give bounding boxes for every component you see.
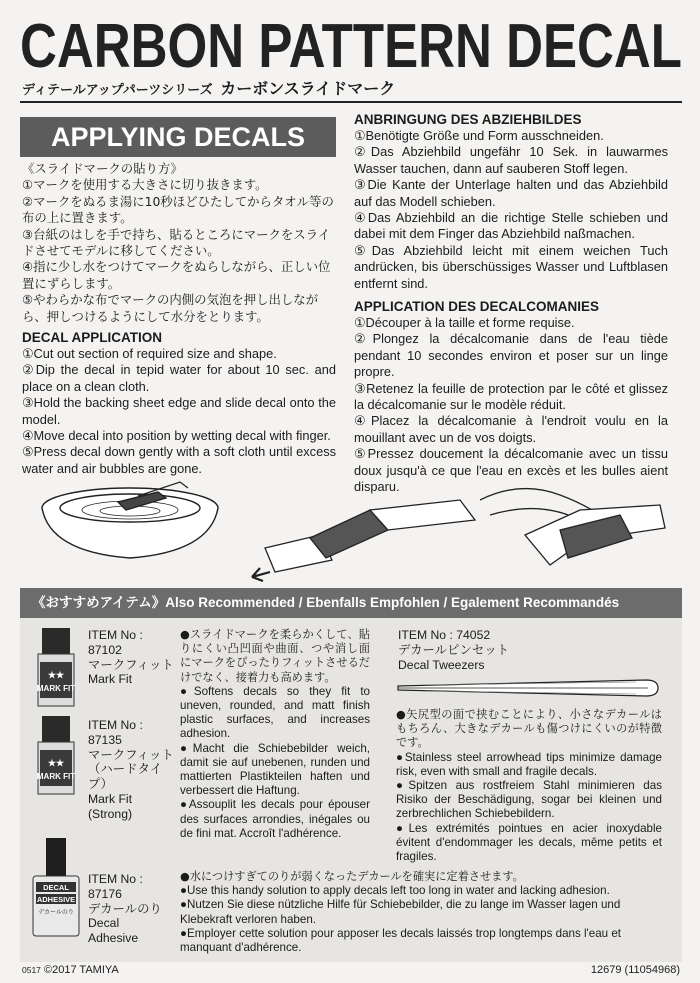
tweezers-item — [398, 628, 598, 672]
decal-adhesive-desc-fr: ●Employer cette solution pour apposer les decals laissés trop longtemps dans l'eau et manquant d'adhérence. — [180, 926, 622, 955]
fr-instructions — [354, 299, 668, 495]
mark-fit-strong-item-no: ITEM No : 87135 — [88, 718, 143, 747]
mark-fit-description — [180, 628, 370, 841]
tweezers-image — [396, 676, 660, 702]
fr-step-3: ③Retenez la feuille de protection par le côté et glissez la décalcomanie sur le modèle réduit. — [354, 380, 668, 413]
tweezers-desc-de: ●Spitzen aus rostfreiem Stahl minimieren das Risiko der Beschädigung, sogar bei kleinen und zerbrechlichen Schiebebildern. — [396, 779, 662, 821]
mark-fit-name-jp: マークフィット — [88, 656, 174, 672]
product-name-jp: カーボンスライドマーク — [220, 81, 396, 98]
decal-adhesive-description — [180, 870, 664, 955]
mark-fit-item-no: ITEM No : 87102 — [88, 628, 143, 657]
tweezers-name-en: Decal Tweezers — [398, 657, 485, 672]
en-instructions-title: DECAL APPLICATION — [22, 330, 163, 345]
decal-adhesive-name-en-2: Adhesive — [88, 931, 139, 946]
mark-fit-strong-bottle-image — [36, 716, 76, 796]
page-title-text: CARBON PATTERN DECAL — [20, 14, 682, 72]
decal-adhesive-desc-jp: ●水につけすぎてのりが弱くなったデカールを確実に定着させます。 — [180, 870, 524, 883]
en-step-4: ④Move decal into position by wetting decal with finger. — [22, 428, 331, 444]
decal-adhesive-bottle-label-1: DECAL — [43, 883, 69, 892]
decal-adhesive-desc-de: ●Nutzen Sie diese nützliche Hilfe für Schiebebilder, die zu lange im Wasser lagen und Klebekraft verloren haben. — [180, 898, 621, 926]
mark-fit-bottle-label: MARK FIT — [36, 684, 76, 693]
slide-decal-illustration — [252, 500, 475, 581]
press-decal-illustration — [480, 489, 665, 565]
decal-adhesive-item — [88, 872, 180, 946]
footer-part-number: 12679 (11054968) — [590, 964, 680, 976]
decal-adhesive-bottle-image — [30, 838, 82, 938]
jp-instructions — [22, 161, 338, 325]
fr-step-4: ④Placez la décalcomanie à l'endroit voulu en la mouillant avec un de vos doigts. — [354, 413, 668, 445]
fr-instructions-title: APPLICATION DES DECALCOMANIES — [354, 299, 600, 314]
recommended-heading: 《おすすめアイテム》Also Recommended / Ebenfalls Empfohlen / Egalement Recommandés — [20, 588, 682, 618]
mark-fit-name-en: Mark Fit — [88, 672, 133, 687]
mark-fit-desc-jp: ●スライドマークを柔らかくして、貼りにくい凸凹面や曲面、つや消し面にマークをぴったりフィットさせるだけでなく、接着力も高めます。 — [180, 628, 370, 684]
jp-step-2: ②マークをぬるま湯に10秒ほどひたしてからタオル等の布の上に置きます。 — [22, 193, 334, 226]
en-step-3: ③Hold the backing sheet edge and slide decal onto the model. — [22, 395, 336, 427]
jp-step-3: ③台紙のはしを手で持ち、貼るところにマークをスライドさせてモデルに移してください。 — [22, 226, 331, 259]
page-title — [20, 14, 682, 72]
decal-adhesive-desc-en: ●Use this handy solution to apply decals left too long in water and lacking adhesion. — [180, 884, 610, 898]
decal-application-illustration — [20, 480, 682, 582]
fr-step-5: ⑤Pressez doucement la décalcomanie avec un tissu doux jusqu'à ce que l'eau en excès et les bulles aient disparu. — [354, 446, 668, 495]
tweezers-description — [396, 708, 662, 864]
de-step-5: ⑤Das Abziehbild leicht mit einem weichen Tuch andrücken, bis überschüssiges Wasser und Luftblasen entfernt sind. — [354, 242, 668, 291]
de-step-3: ③Die Kante der Unterlage halten und das Abziehbild auf das Modell schieben. — [354, 177, 668, 209]
tweezers-desc-fr: ●Les extrémités pointues en acier inoxydable évitent d'endommager les decals, même petits et fragiles. — [396, 821, 662, 864]
mark-fit-strong-name-en-type: (Strong) — [88, 806, 133, 821]
mark-fit-bottle-image — [36, 628, 76, 708]
mark-fit-strong-name-jp-type: （ハードタイプ） — [88, 761, 163, 792]
svg-text:★★: ★★ — [47, 758, 65, 768]
water-dish-illustration — [42, 482, 218, 558]
tweezers-name-jp: デカールピンセット — [398, 641, 510, 657]
footer-print-code: 0517 — [22, 965, 41, 975]
de-step-2: ②Das Abziehbild ungefähr 10 Sek. in lauwarmes Wasser tauchen, dann auf sauberen Stoff legen. — [354, 144, 668, 176]
decal-adhesive-name-en: Decal — [88, 916, 120, 931]
tweezers-desc-jp: ●矢尻型の面で挟むことにより、小さなデカールはもちろん、大きなデカールも傷つけにくいのが特徴です。 — [396, 708, 662, 750]
en-step-1: ①Cut out section of required size and shape. — [22, 346, 277, 361]
decal-adhesive-item-no: ITEM No : 87176 — [88, 872, 143, 901]
mark-fit-strong-item — [88, 718, 180, 822]
mark-fit-strong-bottle-label: MARK FIT — [36, 772, 76, 781]
series-subtitle — [22, 76, 395, 99]
de-instructions-title: ANBRINGUNG DES ABZIEHBILDES — [354, 112, 582, 127]
decal-adhesive-bottle-label-2: ADHESIVE — [36, 895, 76, 904]
en-step-2: ②Dip the decal in tepid water for about 10 sec. and place on a clean cloth. — [22, 362, 336, 394]
footer-copyright — [22, 964, 119, 976]
jp-step-4: ④指に少し水をつけてマークをぬらしながら、正しい位置にずらします。 — [22, 259, 331, 291]
jp-instructions-title: 《スライドマークの貼り方》 — [22, 161, 183, 176]
mark-fit-strong-name-en: Mark Fit — [88, 791, 133, 806]
fr-step-2: ②Plongez la décalcomanie dans de l'eau tiède pendant 10 secondes environ et poser sur un linge propre. — [354, 331, 668, 380]
footer-copyright-text: ©2017 TAMIYA — [43, 964, 119, 976]
tweezers-desc-en: ●Stainless steel arrowhead tips minimize damage risk, even with small and fragile decals. — [396, 750, 662, 778]
mark-fit-desc-de: ●Macht die Schiebebilder weich, damit sie auf unebenen, runden und mattierten Plastikteilen haften und verbessert die Haftung. — [180, 741, 370, 798]
series-name-jp: ディテールアップパーツシリーズ — [22, 82, 213, 97]
jp-step-5: ⑤やわらかな布でマークの内側の気泡を押し出しながら、押しつけるようにして水分をとります。 — [22, 292, 319, 324]
mark-fit-desc-en: ●Softens decals so they fit to uneven, rounded, and matt finish plastic surfaces, and increases adhesion. — [180, 684, 370, 741]
mark-fit-desc-fr: ●Assouplit les decals pour épouser des surfaces arrondies, inégales ou de fini mat. Accroît l'adhérence. — [180, 798, 370, 840]
jp-step-1: ①マークを使用する大きさに切り抜きます。 — [22, 177, 268, 193]
decal-adhesive-name-jp: デカールのり — [88, 900, 162, 916]
svg-text:★★: ★★ — [47, 670, 65, 680]
mark-fit-item — [88, 628, 178, 687]
decal-adhesive-bottle-label-jp: デカールのり — [38, 909, 74, 916]
en-instructions — [22, 330, 336, 477]
en-step-5: ⑤Press decal down gently with a soft cloth until excess water and air bubbles are gone. — [22, 444, 336, 476]
tweezers-item-no: ITEM No : 74052 — [398, 628, 491, 642]
title-rule — [20, 101, 682, 103]
de-instructions — [354, 112, 668, 292]
fr-step-1: ①Découper à la taille et forme requise. — [354, 315, 575, 330]
mark-fit-strong-name-jp: マークフィット — [88, 746, 174, 762]
applying-decals-banner: APPLYING DECALS — [20, 117, 336, 157]
de-step-4: ④Das Abziehbild an die richtige Stelle schieben und dabei mit dem Finger das Abziehbild naßmachen. — [354, 210, 668, 242]
de-step-1: ①Benötigte Größe und Form ausschneiden. — [354, 128, 604, 143]
